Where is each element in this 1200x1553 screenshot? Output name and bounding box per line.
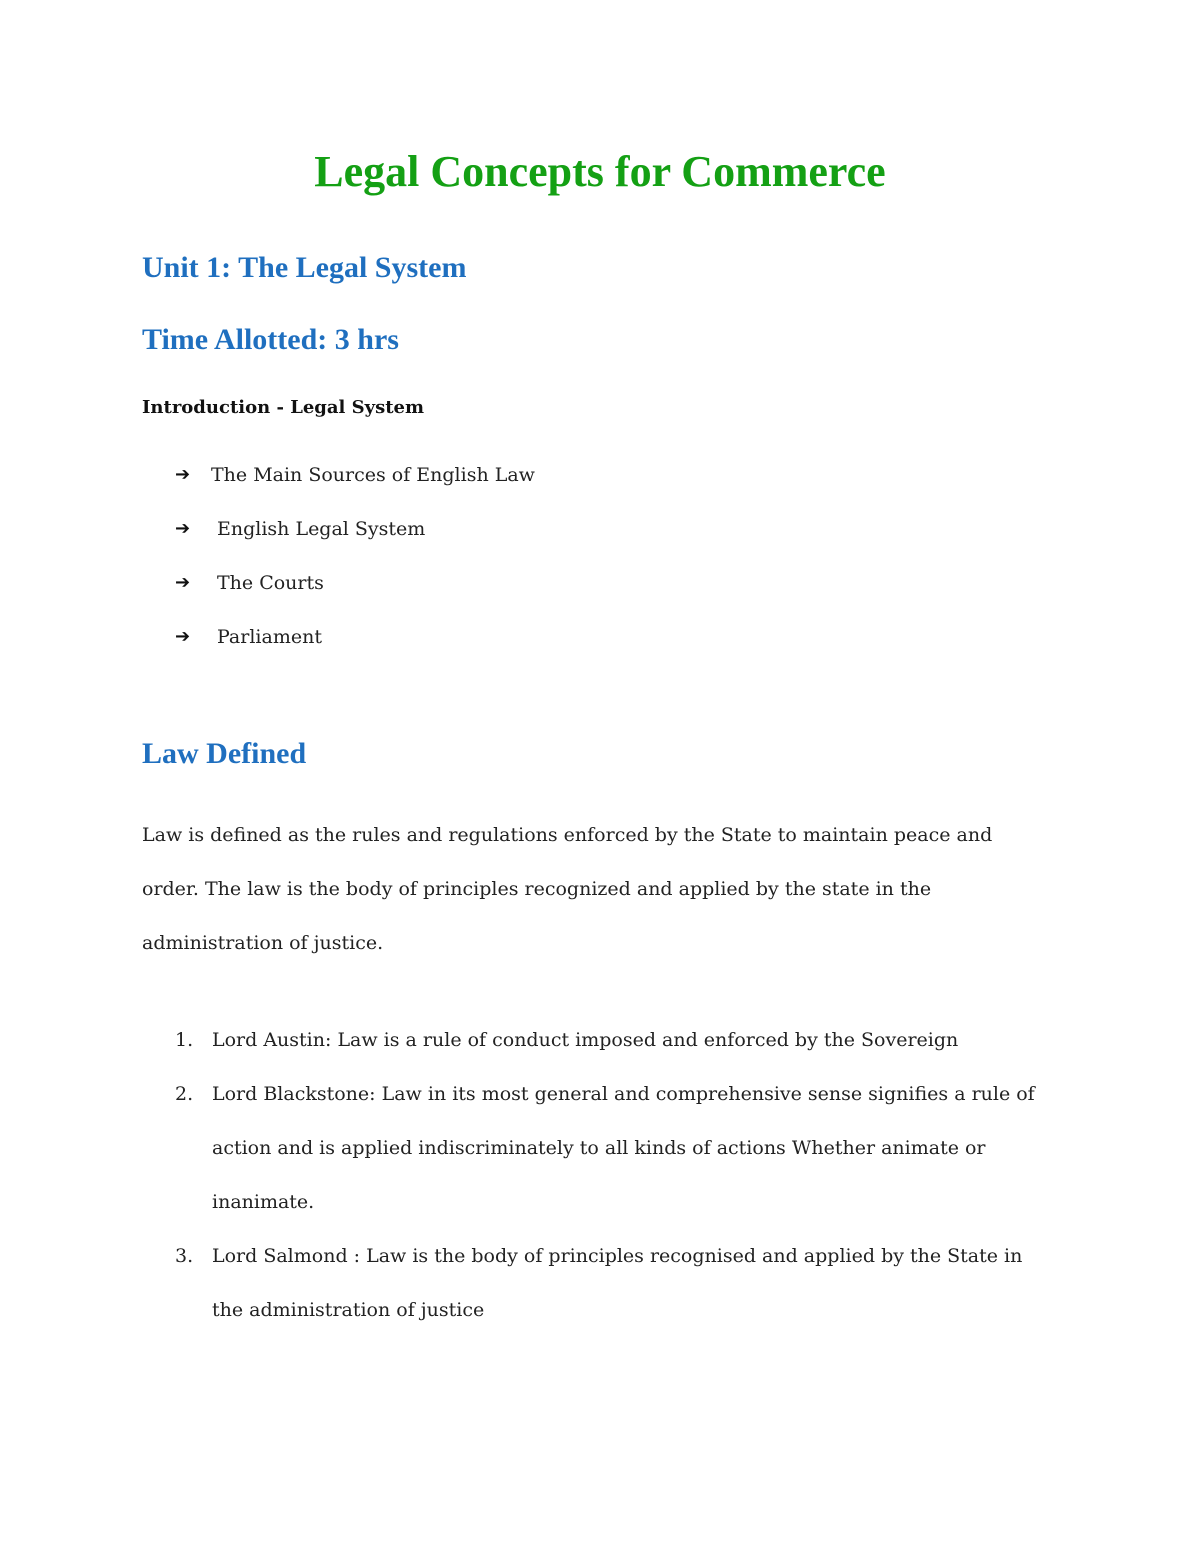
intro-label: Introduction - Legal System — [142, 397, 425, 418]
topic-label: English Legal System — [217, 518, 426, 540]
arrow-icon: ➔ — [175, 464, 191, 485]
topic-label: The Courts — [217, 572, 324, 594]
list-item — [175, 502, 535, 556]
list-number: 3. — [175, 1245, 194, 1267]
topics-list — [175, 448, 535, 664]
list-item — [175, 1013, 1055, 1067]
definitions-list — [175, 1013, 1055, 1337]
law-defined-paragraph: Law is defined as the rules and regulations enforced by the State to maintain peace and order. The law is the body of principles recognized and applied by the state in the administration of justice. — [142, 824, 993, 954]
document-title: Legal Concepts for Commerce — [314, 147, 886, 196]
time-allotted-heading: Time Allotted: 3 hrs — [142, 323, 399, 356]
unit-heading: Unit 1: The Legal System — [142, 251, 467, 284]
arrow-icon: ➔ — [175, 572, 191, 593]
definition-text: Lord Blackstone: Law in its most general and comprehensive sense signifies a rule of action and is applied indiscriminately to all kinds of actions Whether animate or inanimate. — [212, 1083, 1035, 1213]
definition-text: Lord Salmond : Law is the body of principles recognised and applied by the State in the administration of justice — [212, 1245, 1023, 1321]
list-number: 1. — [175, 1029, 194, 1051]
list-item — [175, 1067, 1055, 1229]
list-item — [175, 610, 535, 664]
law-defined-heading: Law Defined — [142, 737, 307, 770]
list-item — [175, 556, 535, 610]
arrow-icon: ➔ — [175, 518, 191, 539]
list-item — [175, 1229, 1055, 1337]
topic-label: Parliament — [217, 626, 322, 648]
list-number: 2. — [175, 1083, 194, 1105]
list-item — [175, 448, 535, 502]
arrow-icon: ➔ — [175, 626, 191, 647]
topic-label: The Main Sources of English Law — [211, 464, 535, 486]
definition-text: Lord Austin: Law is a rule of conduct imposed and enforced by the Sovereign — [212, 1029, 959, 1051]
